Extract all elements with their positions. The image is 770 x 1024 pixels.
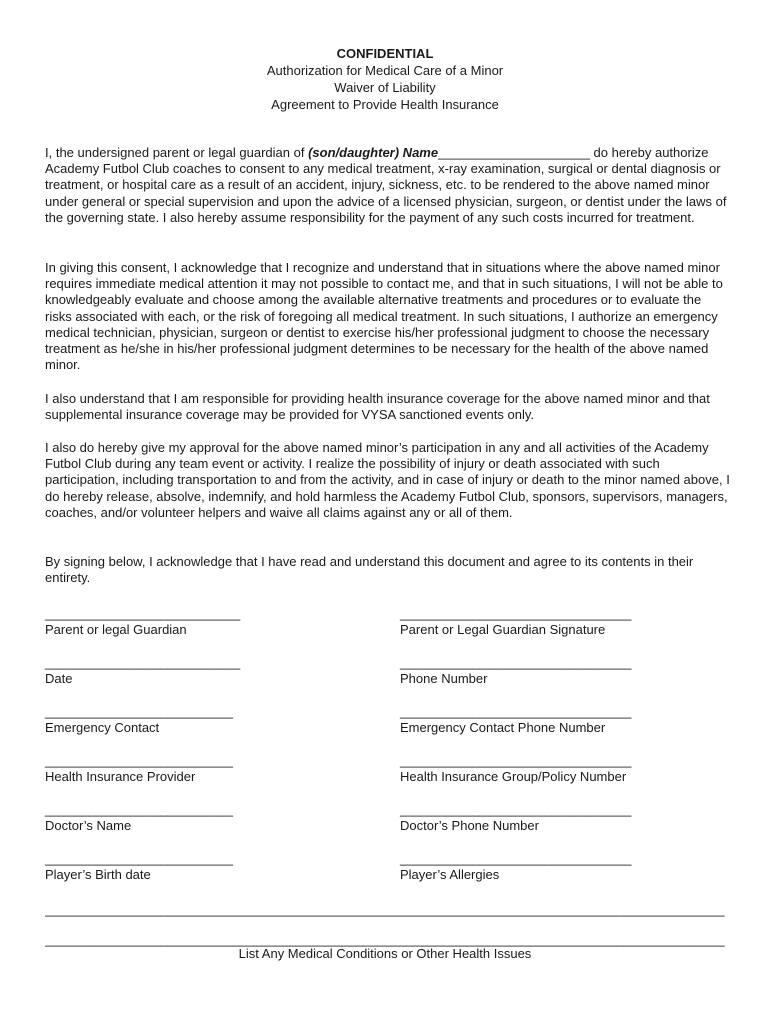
field-label: Health Insurance Provider xyxy=(45,769,196,784)
signature-line: ___________________________ xyxy=(45,606,241,621)
field-label: Doctor’s Phone Number xyxy=(400,818,539,833)
field-label: Health Insurance Group/Policy Number xyxy=(400,769,627,784)
field-label: Parent or legal Guardian xyxy=(45,622,187,637)
field-label: Date xyxy=(45,671,73,686)
field-label: Phone Number xyxy=(400,671,488,686)
field-label: Player’s Birth date xyxy=(45,867,151,882)
date-field[interactable] xyxy=(45,655,240,687)
paragraph-authorization-body: _____________________ do hereby authorize Academy Futbol Club coaches to consent to any medical treatment, x-ray examination, surgical or dental diagnosis or treatment, or hospital care as a result of an accident, injury, sickness, etc. to be rendered to the above named minor under general or special supervision and upon the advice of a licensed physician, surgeon, or dentist under the laws of the governing state. I also hereby assume responsibility for the payment of any such costs incurred for treatment. xyxy=(45,145,727,225)
signature-line: ________________________________ xyxy=(400,606,632,621)
emergency-phone-field[interactable] xyxy=(400,704,631,736)
field-label: Doctor’s Name xyxy=(45,818,132,833)
doctor-name-field[interactable] xyxy=(45,802,233,834)
signature-line: ________________________________ xyxy=(400,704,632,719)
paragraph-release: I also do hereby give my approval for the above named minor’s participation in any and all activities of the Academy Futbol Club during any team event or activity. I realize the possibility of injury or death associated with such participation, including transportation to and from the activity, and in case of injury or death to the minor named above, I do hereby release, absolve, indemnify, and hold harmless the Academy Futbol Club, sponsors, supervisors, managers, coaches, and/or volunteer helpers and waive all claims against any or all of them. xyxy=(45,440,730,520)
signature-line: __________________________ xyxy=(45,851,233,866)
field-label: Parent or Legal Guardian Signature xyxy=(400,622,606,637)
medical-conditions-label: List Any Medical Conditions or Other Health Issues xyxy=(238,946,532,961)
signature-line: __________________________ xyxy=(45,802,233,817)
title-medical-care: Authorization for Medical Care of a Minor xyxy=(266,63,504,78)
signature-line: __________________________ xyxy=(45,753,233,768)
signature-line: ___________________________ xyxy=(45,655,241,670)
medical-conditions-line-1[interactable]: ______________________________________________________________________________________________ xyxy=(45,902,725,917)
phone-number-field[interactable] xyxy=(400,655,631,687)
confidential-heading: CONFIDENTIAL xyxy=(336,46,434,61)
paragraph-acknowledgement: By signing below, I acknowledge that I have read and understand this document and agree to its contents in their entirety. xyxy=(45,554,694,586)
parent-signature-field[interactable] xyxy=(400,606,631,638)
signature-line: __________________________ xyxy=(45,704,233,719)
paragraph-insurance: I also understand that I am responsible for providing health insurance coverage for the above named minor and that supplemental insurance coverage may be provided for VYSA sanctioned events only. xyxy=(45,391,710,423)
title-waiver: Waiver of Liability xyxy=(334,80,436,95)
field-label: Emergency Contact Phone Number xyxy=(400,720,606,735)
signature-line: ________________________________ xyxy=(400,655,632,670)
emergency-contact-field[interactable] xyxy=(45,704,233,736)
allergies-field[interactable] xyxy=(400,851,631,883)
signature-line: ________________________________ xyxy=(400,851,632,866)
signature-line: ________________________________ xyxy=(400,753,632,768)
birth-date-field[interactable] xyxy=(45,851,233,883)
parent-guardian-field[interactable] xyxy=(45,606,240,638)
title-health-insurance: Agreement to Provide Health Insurance xyxy=(271,97,499,112)
field-label: Player’s Allergies xyxy=(400,867,500,882)
signature-line: ________________________________ xyxy=(400,802,632,817)
paragraph-authorization-intro: I, the undersigned parent or legal guardian of xyxy=(45,145,309,160)
field-label: Emergency Contact xyxy=(45,720,160,735)
son-daughter-name-label: (son/daughter) Name xyxy=(308,145,439,160)
doctor-phone-field[interactable] xyxy=(400,802,631,834)
insurance-provider-field[interactable] xyxy=(45,753,233,785)
medical-conditions-line-2[interactable]: ______________________________________________________________________________________________ xyxy=(45,932,725,947)
paragraph-consent: In giving this consent, I acknowledge that I recognize and understand that in situations where the above named minor requires immediate medical attention it may not possible to contact me, and that in such situations, I will not be able to knowledgeably evaluate and choose among the available alternative treatments and procedures or to evaluate the risks associated with each, or the risk of foregoing all medical treatment. In such situations, I authorize an emergency medical technician, physician, surgeon or dentist to exercise his/her professional judgment to choose the necessary treatment as he/she in his/her professional judgment determines to be necessary for the health of the above named minor. xyxy=(45,260,723,373)
paragraph-authorization xyxy=(45,145,730,226)
document-header xyxy=(0,45,770,113)
insurance-policy-field[interactable] xyxy=(400,753,631,785)
